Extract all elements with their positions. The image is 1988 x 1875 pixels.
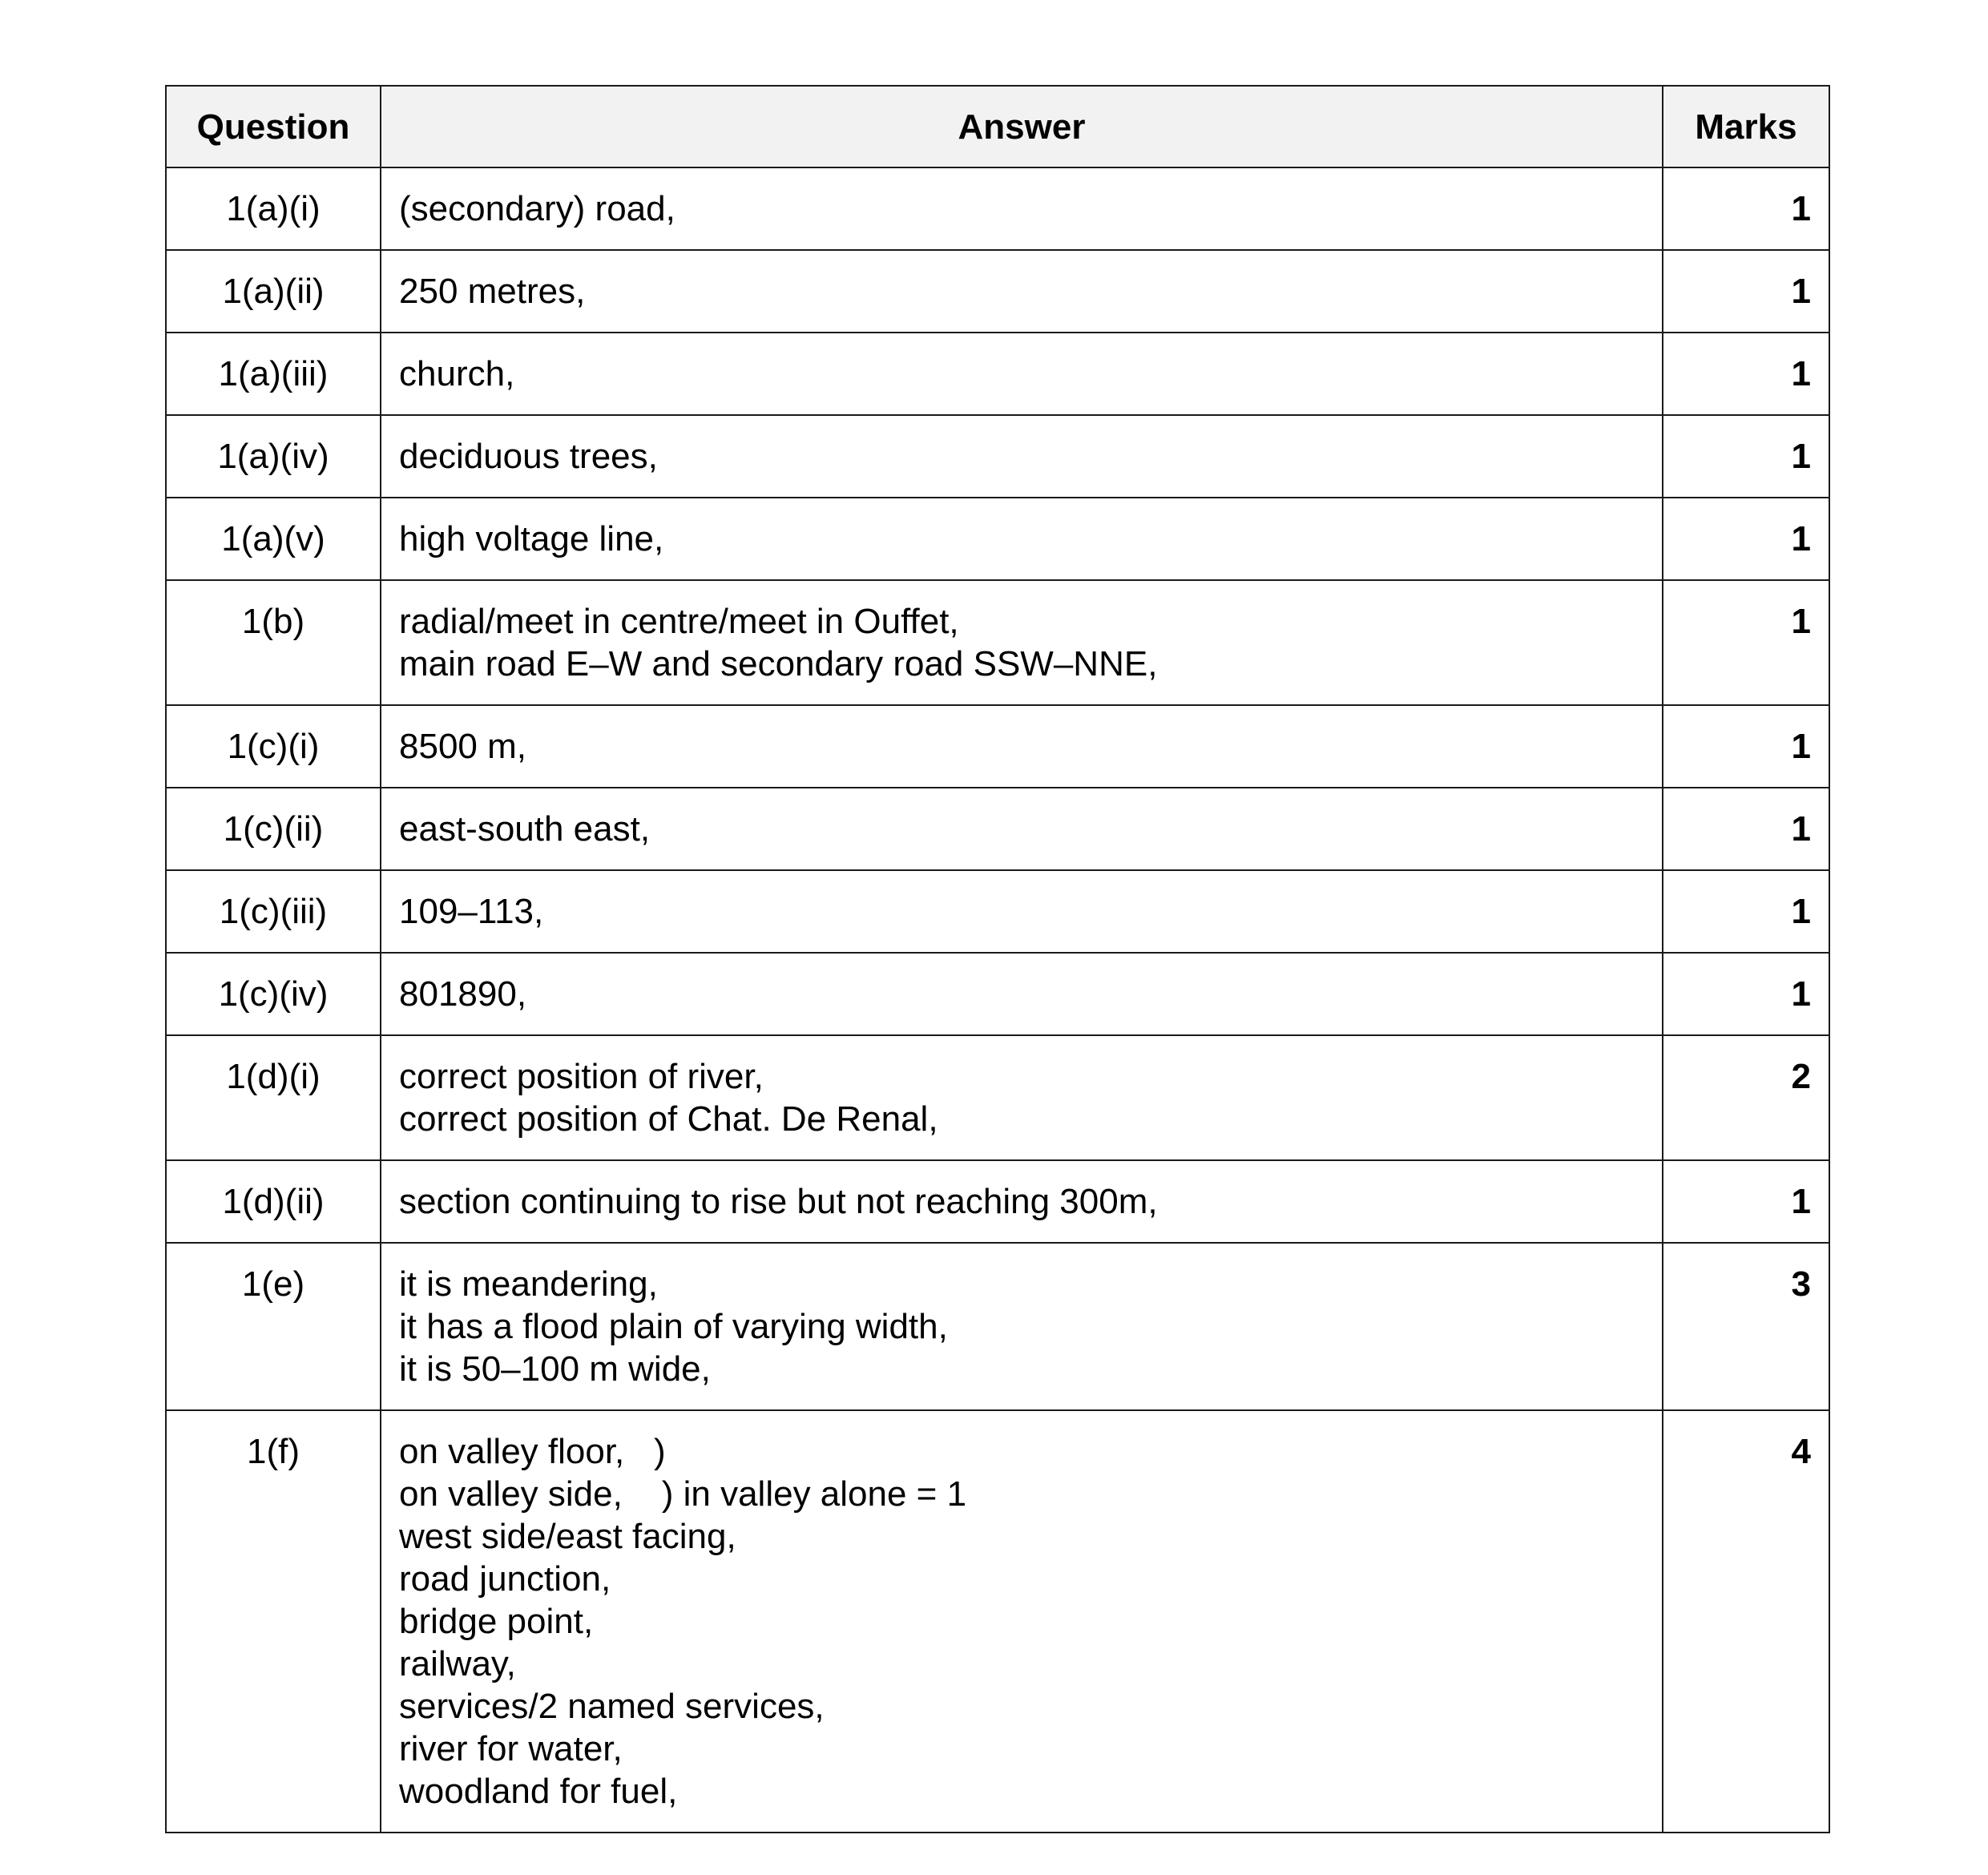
answer-cell (381, 167, 1663, 250)
table-row (166, 1243, 1829, 1410)
answer-line: main road E–W and secondary road SSW–NNE, (399, 644, 1158, 683)
answer-cell (381, 415, 1663, 498)
marks-value: 1 (1663, 705, 1829, 788)
answer-cell (381, 705, 1663, 788)
table-row (166, 1160, 1829, 1243)
table-row (166, 788, 1829, 870)
header-answer: Answer (381, 86, 1663, 167)
marks-value: 1 (1663, 870, 1829, 953)
answer-cell (381, 333, 1663, 415)
answer-line: section continuing to rise but not reaching 300m, (399, 1182, 1158, 1221)
question-number: 1(d)(ii) (166, 1160, 381, 1243)
question-number: 1(c)(iv) (166, 953, 381, 1035)
answer-line: west side/east facing, (399, 1517, 736, 1556)
answer-line: correct position of Chat. De Renal, (399, 1099, 938, 1139)
answer-line: it has a flood plain of varying width, (399, 1307, 948, 1346)
answer-line: east-south east, (399, 809, 651, 849)
question-number: 1(a)(ii) (166, 250, 381, 333)
table-row (166, 498, 1829, 580)
question-number: 1(a)(iii) (166, 333, 381, 415)
answer-cell (381, 580, 1663, 705)
answer-line: woodland for fuel, (399, 1772, 678, 1811)
marks-value: 1 (1663, 580, 1829, 705)
table-row (166, 415, 1829, 498)
question-number: 1(a)(i) (166, 167, 381, 250)
table-row (166, 250, 1829, 333)
table-row (166, 953, 1829, 1035)
answer-cell (381, 870, 1663, 953)
answer-line: church, (399, 354, 515, 393)
question-number: 1(b) (166, 580, 381, 705)
marks-value: 1 (1663, 953, 1829, 1035)
answer-cell (381, 250, 1663, 333)
table-row (166, 870, 1829, 953)
answer-line: on valley side, ) in valley alone = 1 (399, 1474, 967, 1514)
marks-value: 1 (1663, 498, 1829, 580)
answer-line: radial/meet in centre/meet in Ouffet, (399, 602, 959, 641)
answer-cell (381, 1035, 1663, 1160)
marks-value: 3 (1663, 1243, 1829, 1410)
answer-line: 250 metres, (399, 272, 586, 311)
answer-line: bridge point, (399, 1602, 594, 1641)
answer-line: 8500 m, (399, 727, 526, 766)
table-row (166, 580, 1829, 705)
answer-line: railway, (399, 1644, 516, 1683)
question-number: 1(a)(v) (166, 498, 381, 580)
answer-line: on valley floor, ) (399, 1432, 666, 1471)
answer-cell (381, 953, 1663, 1035)
question-number: 1(c)(ii) (166, 788, 381, 870)
table-row (166, 1035, 1829, 1160)
marks-value: 4 (1663, 1410, 1829, 1833)
answer-line: (secondary) road, (399, 189, 675, 228)
table-row (166, 333, 1829, 415)
table-row (166, 705, 1829, 788)
answer-line: it is 50–100 m wide, (399, 1349, 711, 1389)
header-row (166, 86, 1829, 167)
answer-line: road junction, (399, 1559, 611, 1599)
header-question: Question (166, 86, 381, 167)
question-number: 1(c)(iii) (166, 870, 381, 953)
answer-cell (381, 1243, 1663, 1410)
answer-line: services/2 named services, (399, 1687, 825, 1726)
marks-value: 1 (1663, 1160, 1829, 1243)
answer-line: 109–113, (399, 892, 544, 931)
marks-value: 1 (1663, 250, 1829, 333)
marks-value: 2 (1663, 1035, 1829, 1160)
marks-value: 1 (1663, 415, 1829, 498)
table-row (166, 167, 1829, 250)
answer-line: it is meandering, (399, 1264, 658, 1304)
answer-line: high voltage line, (399, 519, 664, 558)
mark-scheme-table (165, 85, 1830, 1833)
question-number: 1(d)(i) (166, 1035, 381, 1160)
table-row (166, 1410, 1829, 1833)
answer-cell (381, 788, 1663, 870)
answer-cell (381, 1410, 1663, 1833)
answer-line: correct position of river, (399, 1057, 764, 1096)
question-number: 1(a)(iv) (166, 415, 381, 498)
answer-line: deciduous trees, (399, 437, 658, 476)
answer-cell (381, 498, 1663, 580)
question-number: 1(f) (166, 1410, 381, 1833)
header-marks: Marks (1663, 86, 1829, 167)
table-body (166, 167, 1829, 1833)
answer-line: river for water, (399, 1729, 623, 1768)
marks-value: 1 (1663, 167, 1829, 250)
question-number: 1(e) (166, 1243, 381, 1410)
answer-line: 801890, (399, 974, 527, 1014)
table-header (166, 86, 1829, 167)
marks-value: 1 (1663, 333, 1829, 415)
marks-value: 1 (1663, 788, 1829, 870)
question-number: 1(c)(i) (166, 705, 381, 788)
answer-cell (381, 1160, 1663, 1243)
